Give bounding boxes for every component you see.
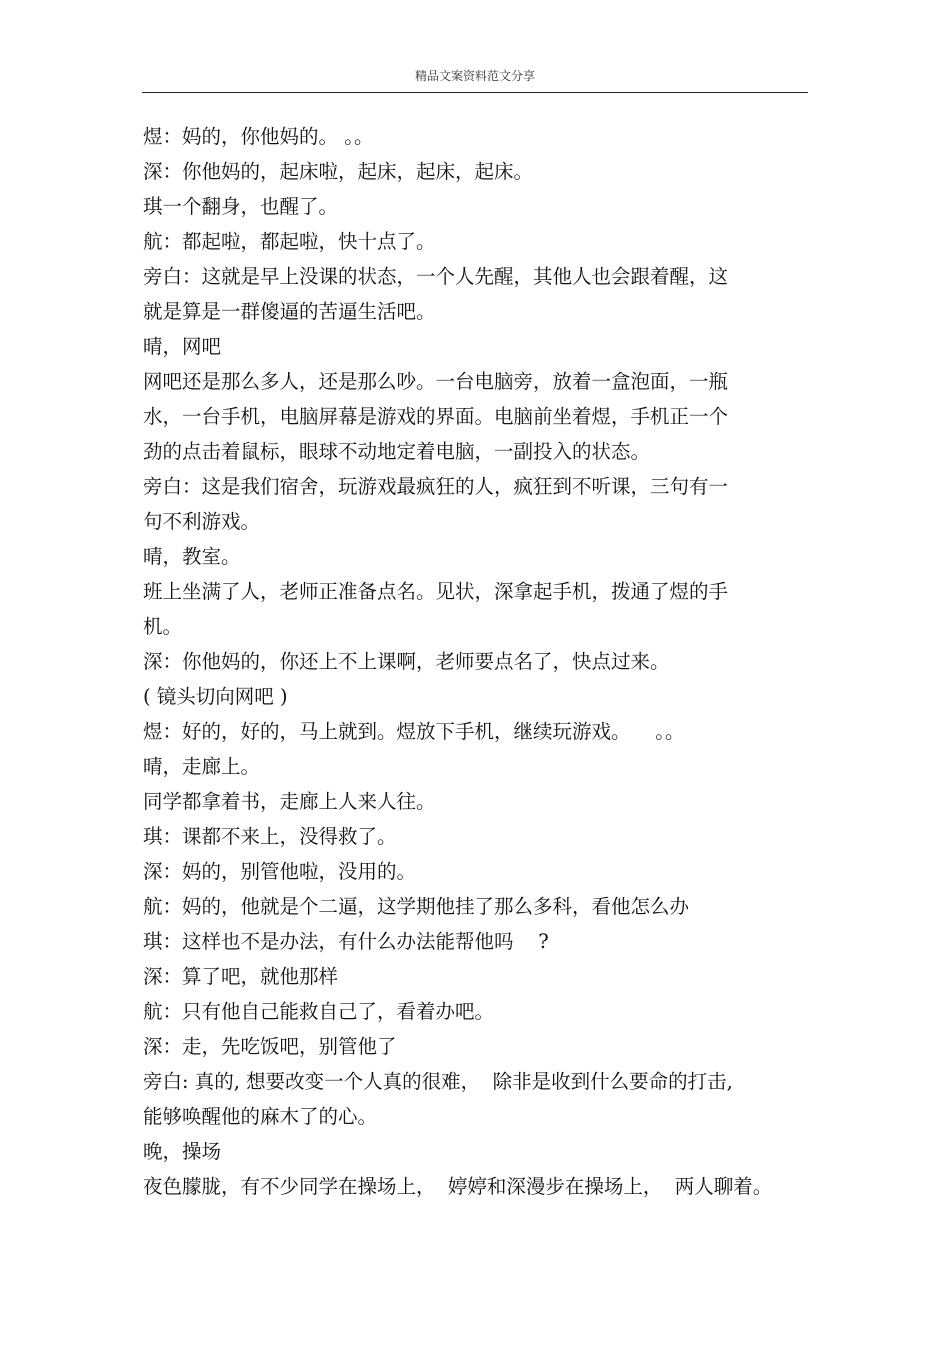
text-line: 深：你他妈的，你还上不上课啊，老师要点名了，快点过来。	[143, 650, 670, 673]
text-line: 航：都起啦，都起啦，快十点了。	[143, 230, 436, 253]
document-body	[143, 119, 813, 1204]
header-title: 精品文案资料范文分享	[414, 69, 535, 83]
text-line: 水，一台手机，电脑屏幕是游戏的界面。电脑前坐着煜，手机正一个	[143, 405, 729, 428]
text-line: 煜：好的，好的，马上就到。煜放下手机，继续玩游戏。 。。	[143, 720, 685, 743]
text-line: 煜：妈的，你他妈的。 。。	[143, 125, 374, 148]
text-line: 能够唤醒他的麻木了的心。	[143, 1105, 378, 1128]
text-line: 深：你他妈的，起床啦，起床，起床，起床。	[143, 160, 534, 183]
text-line: 琪一个翻身，也醒了。	[143, 195, 339, 218]
text-line: 航：只有他自己能救自己了，看着办吧。	[143, 1000, 495, 1023]
text-line: 晚，操场	[143, 1140, 222, 1163]
text-line: 同学都拿着书，走廊上人来人往。	[143, 790, 436, 813]
text-line: 网吧还是那么多人，还是那么吵。一台电脑旁，放着一盒泡面，一瓶	[143, 370, 729, 393]
text-line: 句不利游戏。	[143, 510, 261, 533]
text-line: 深：算了吧，就他那样	[143, 965, 339, 988]
text-line: 深：妈的，别管他啦，没用的。	[143, 860, 417, 883]
text-line: 劲的点击着鼠标，眼球不动地定着电脑，一副投入的状态。	[143, 440, 651, 463]
text-line: 琪：课都不来上，没得救了。	[143, 825, 397, 848]
text-line: 深：走，先吃饭吧，别管他了	[143, 1035, 397, 1058]
text-line: ( 镜头切向网吧 )	[143, 685, 288, 708]
page-header	[142, 62, 808, 93]
text-line: 晴，教室。	[143, 545, 241, 568]
text-line: 琪：这样也不是办法，有什么办法能帮他吗 ?	[143, 930, 549, 953]
text-line: 旁白: 真的, 想要改变一个人真的很难， 除非是收到什么要命的打击,	[143, 1070, 733, 1093]
text-line: 就是算是一群傻逼的苦逼生活吧。	[143, 300, 436, 323]
text-line: 旁白：这就是早上没课的状态，一个人先醒，其他人也会跟着醒，这	[143, 265, 729, 288]
text-line: 航：妈的，他就是个二逼，这学期他挂了那么多科，看他怎么办	[143, 895, 690, 918]
text-line: 班上坐满了人，老师正准备点名。见状，深拿起手机，拨通了煜的手	[143, 580, 729, 603]
text-line: 晴，网吧	[143, 335, 222, 358]
text-line: 晴，走廊上。	[143, 755, 261, 778]
text-line: 机。	[143, 615, 183, 638]
text-line: 夜色朦胧，有不少同学在操场上， 婷婷和深漫步在操场上， 两人聊着。	[143, 1175, 773, 1198]
text-line: 旁白：这是我们宿舍，玩游戏最疯狂的人，疯狂到不听课，三句有一	[143, 475, 729, 498]
